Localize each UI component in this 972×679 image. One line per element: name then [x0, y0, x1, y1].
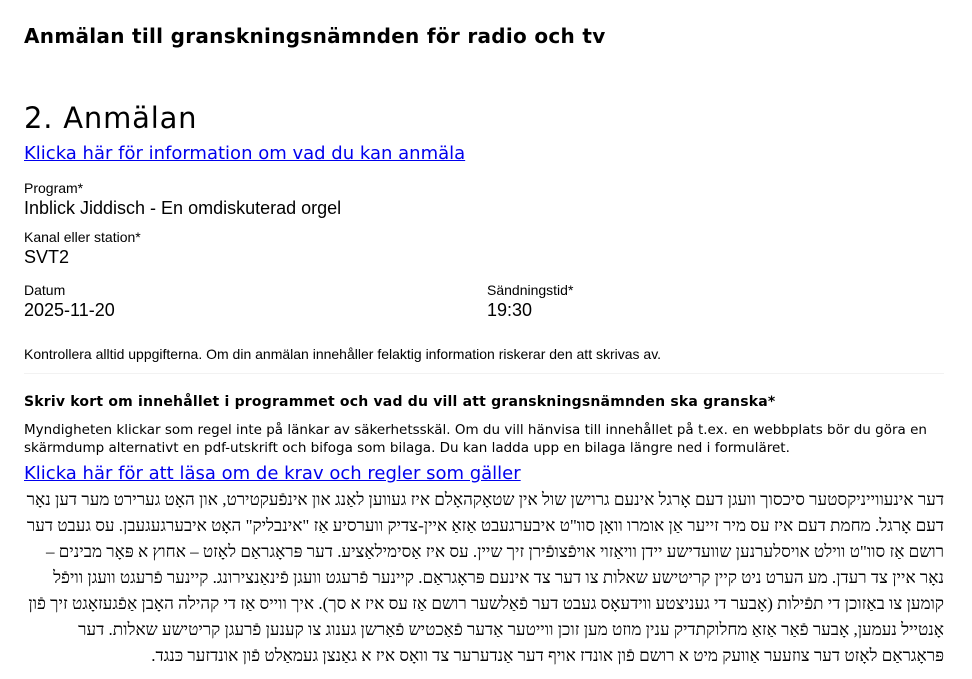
date-value: 2025-11-20: [24, 300, 115, 320]
complaint-content-text: דער אינעווייניקסטער סיכסוך וועגן דעם אָרגל אינעם גרוישן שול אין שטאָקהאָלם איז געווען לאַנג און אינפֿעקטירט, און האָט גערירט מער דען נאָר דעם אָרגל. מחמת דעם איז עס מיר זייער אַן אומרו וואָן סוו"ט איבערגעבט אַזאַ איין-צדיק ווערסיע אַז "אינבליק" האָט איבערגעגעבן. עס געבט דער רושם אַז סוו"ט ווילט אויסלערנען שוועדישע יידן וויאַזוי אויפֿצופֿירן זיך שיין. עס איז אַסימילאַציע. דער פּראָגראַם לאָזט – אחוץ א פּאָר מבינים – נאָר איין צד רעדן. מע הערט ניט קיין קריטישע שאלות צו דער צד אינעם פּראָגראַם. קיינער פֿרעגט וועגן פֿינאַנצירונג. קיינער פֿרעגט וועגן וויפֿל קומען צו באַזוכן די תפֿילות (אָבער די געניצטע ווידעאָס געבט דער פֿאַלשער רושם אַז עס איז א סך). איך ווייס אַז די קהילה האָבן אַפֿגעזאָגט זיך פֿון אָנטייל נעמען, אָבער פֿאַר אַזאַ מחלוקתדיק ענין מוזט מען זוכן ווייטער אַדער פֿאַכטיש פֿאַרשן גענוג צו קענען פֿרעגן קריטישע שאלות. דער פּראָגראַם לאָזט דער צוזעער אַוועק מיט א רושם פֿון אונדז אויף דער אַנדערער צד וואָס איז א גאַנצן געמאַלט פֿון אונדזער כּנגד.: [26, 490, 944, 665]
rules-link[interactable]: Klicka här för att läsa om de krav och regler som gäller: [24, 463, 521, 484]
verification-notice: Kontrollera alltid uppgifterna. Om din anmälan innehåller felaktig information riskerar den att skrivas av.: [24, 346, 662, 362]
section-heading: 2. Anmälan: [24, 101, 198, 135]
time-field: [487, 282, 573, 321]
program-field: [24, 180, 341, 219]
channel-field: [24, 229, 141, 268]
date-field: [24, 282, 115, 321]
time-label: Sändningstid*: [487, 282, 574, 298]
date-label: Datum: [24, 282, 66, 298]
program-value: Inblick Jiddisch - En omdiskuterad orgel: [24, 198, 342, 218]
content-question-title: Skriv kort om innehållet i programmet och vad du vill att granskningsnämnden ska granska*: [24, 394, 776, 410]
channel-value: SVT2: [24, 247, 70, 267]
info-link[interactable]: Klicka här för information om vad du kan anmäla: [24, 143, 466, 164]
content-question-help: Myndigheten klickar som regel inte på länkar av säkerhetsskäl. Om du vill hänvisa till innehållet på t.ex. en webbplats bör du göra en skärmdump alternativt en pdf-utskrift och bifoga som bilaga. Du kan ladda upp en bilaga längre ned i formuläret.: [24, 422, 927, 456]
channel-label: Kanal eller station*: [24, 229, 141, 245]
site-title: Anmälan till granskningsnämnden för radio och tv: [24, 24, 606, 48]
program-label: Program*: [24, 180, 84, 196]
section-divider: [24, 373, 944, 374]
time-value: 19:30: [487, 300, 533, 320]
